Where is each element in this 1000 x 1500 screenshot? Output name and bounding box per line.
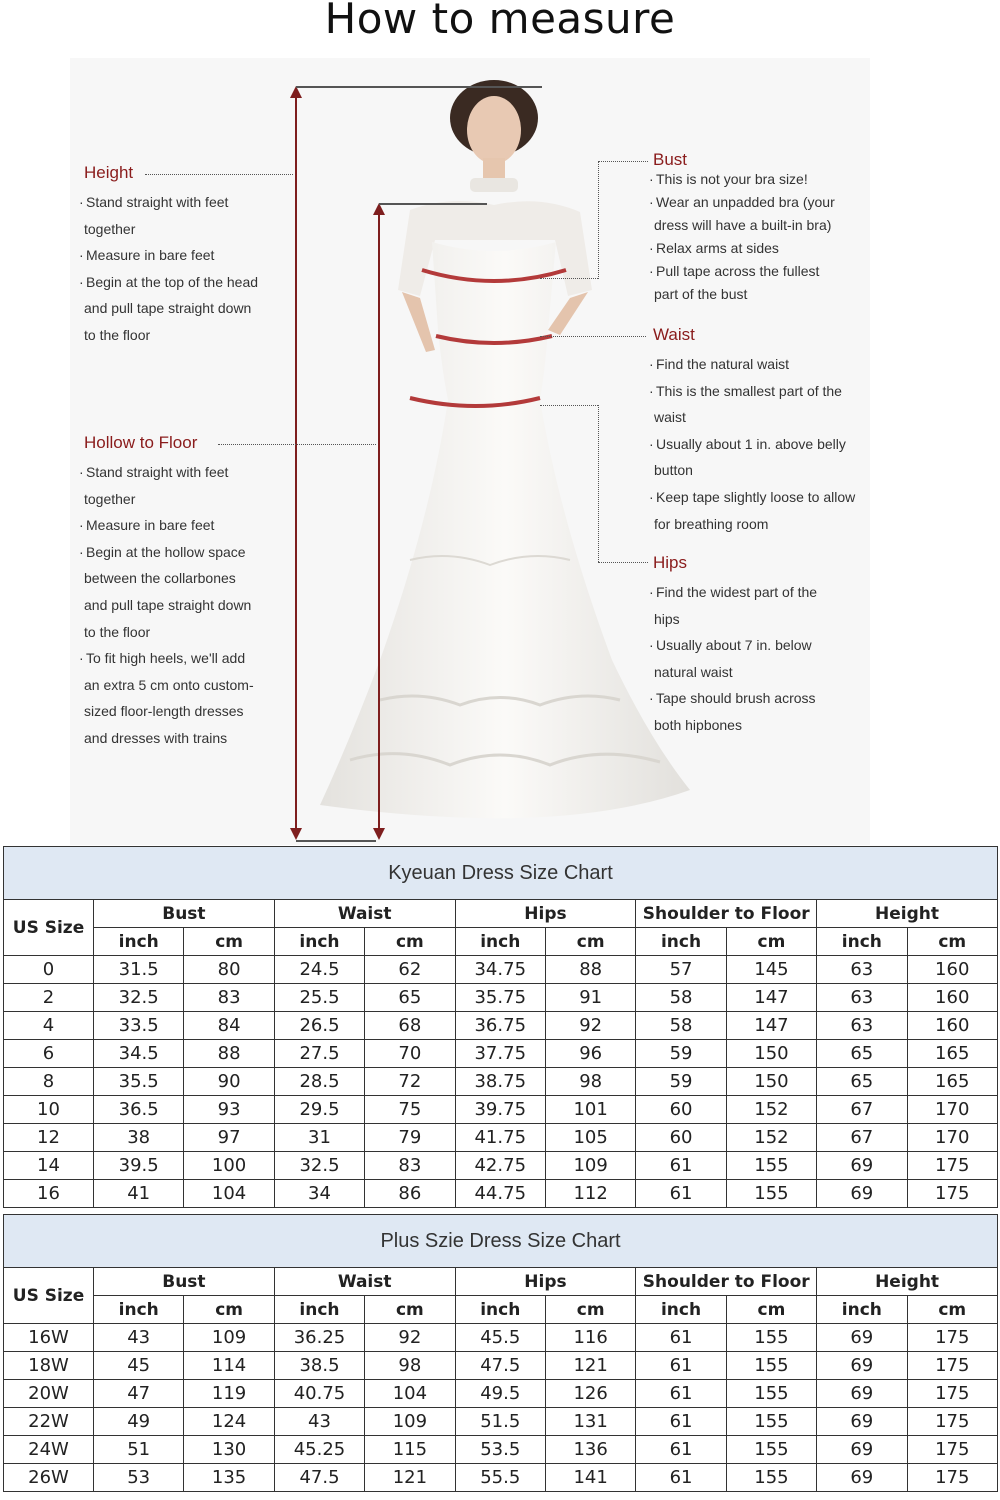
value-cell: 67 <box>817 1096 907 1124</box>
value-cell: 155 <box>726 1436 816 1464</box>
value-cell: 57 <box>636 956 726 984</box>
unit-header: inch <box>94 928 184 956</box>
size-cell: 6 <box>4 1040 94 1068</box>
unit-header-row <box>4 928 998 956</box>
instruction-line: to the floor <box>84 326 151 343</box>
hollow-to-floor-instructions <box>76 459 286 752</box>
unit-header: inch <box>94 1296 184 1324</box>
value-cell: 175 <box>907 1180 997 1208</box>
unit-header: inch <box>636 928 726 956</box>
value-cell: 53.5 <box>455 1436 545 1464</box>
value-cell: 38 <box>94 1124 184 1152</box>
table-row <box>4 1012 998 1040</box>
height-instructions <box>76 189 286 349</box>
value-cell: 75 <box>365 1096 455 1124</box>
value-cell: 32.5 <box>94 984 184 1012</box>
table-row <box>4 1352 998 1380</box>
height-arrow-top-icon <box>290 86 302 98</box>
value-cell: 147 <box>726 984 816 1012</box>
value-cell: 69 <box>817 1180 907 1208</box>
value-cell: 96 <box>545 1040 635 1068</box>
size-cell: 24W <box>4 1436 94 1464</box>
chart-title: Plus Szie Dress Size Chart <box>4 1215 998 1268</box>
table-row <box>4 956 998 984</box>
unit-header: inch <box>455 1296 545 1324</box>
table-row <box>4 984 998 1012</box>
value-cell: 83 <box>184 984 274 1012</box>
bust-leader-h2 <box>540 278 598 279</box>
instruction-line: · This is not your bra size! <box>646 168 876 191</box>
value-cell: 150 <box>726 1068 816 1096</box>
bust-leader-v <box>598 161 599 279</box>
group-header-row <box>4 900 998 928</box>
instruction-line: · Begin at the top of the head <box>76 269 286 296</box>
value-cell: 69 <box>817 1464 907 1492</box>
value-cell: 58 <box>636 1012 726 1040</box>
value-cell: 33.5 <box>94 1012 184 1040</box>
value-cell: 63 <box>817 1012 907 1040</box>
value-cell: 175 <box>907 1352 998 1380</box>
value-cell: 35.75 <box>455 984 545 1012</box>
instruction-line: · Stand straight with feet <box>76 459 286 486</box>
instruction-line: · To fit high heels, we'll add <box>76 645 286 672</box>
table-row <box>4 1152 998 1180</box>
value-cell: 39.5 <box>94 1152 184 1180</box>
value-cell: 29.5 <box>274 1096 364 1124</box>
size-chart-table <box>3 846 998 1208</box>
instruction-line: and dresses with trains <box>84 729 228 746</box>
value-cell: 70 <box>365 1040 455 1068</box>
instruction-line: · Begin at the hollow space <box>76 539 286 566</box>
table-row <box>4 1096 998 1124</box>
instruction-line: waist <box>654 409 686 426</box>
instruction-line: dress will have a built-in bra) <box>654 217 832 233</box>
value-cell: 170 <box>907 1096 997 1124</box>
value-cell: 28.5 <box>274 1068 364 1096</box>
value-cell: 155 <box>726 1152 816 1180</box>
value-cell: 175 <box>907 1380 998 1408</box>
value-cell: 97 <box>184 1124 274 1152</box>
value-cell: 80 <box>184 956 274 984</box>
value-cell: 114 <box>184 1352 274 1380</box>
group-header: Bust <box>94 1268 275 1296</box>
instruction-line: · Tape should brush across <box>646 685 876 712</box>
size-cell: 22W <box>4 1408 94 1436</box>
group-header: Height <box>817 900 998 928</box>
value-cell: 38.5 <box>274 1352 364 1380</box>
value-cell: 79 <box>365 1124 455 1152</box>
value-cell: 44.75 <box>455 1180 545 1208</box>
size-cell: 14 <box>4 1152 94 1180</box>
hollow-arrow-bottom-icon <box>373 828 385 840</box>
value-cell: 38.75 <box>455 1068 545 1096</box>
value-cell: 84 <box>184 1012 274 1040</box>
value-cell: 69 <box>817 1152 907 1180</box>
value-cell: 109 <box>184 1324 274 1352</box>
unit-header: cm <box>907 928 997 956</box>
page-title: How to measure <box>324 0 676 43</box>
value-cell: 61 <box>636 1324 726 1352</box>
chart-title: Kyeuan Dress Size Chart <box>4 847 998 900</box>
value-cell: 90 <box>184 1068 274 1096</box>
value-cell: 65 <box>817 1068 907 1096</box>
value-cell: 160 <box>907 1012 997 1040</box>
table-row <box>4 1464 998 1492</box>
value-cell: 31 <box>274 1124 364 1152</box>
value-cell: 155 <box>726 1180 816 1208</box>
value-cell: 141 <box>545 1464 635 1492</box>
value-cell: 39.75 <box>455 1096 545 1124</box>
instruction-line: · Wear an unpadded bra (your <box>646 191 876 214</box>
value-cell: 83 <box>365 1152 455 1180</box>
instruction-line: together <box>84 220 136 237</box>
size-cell: 26W <box>4 1464 94 1492</box>
size-cell: 16W <box>4 1324 94 1352</box>
instruction-line: · Measure in bare feet <box>76 242 286 269</box>
value-cell: 42.75 <box>455 1152 545 1180</box>
unit-header: cm <box>184 928 274 956</box>
bust-instructions <box>646 168 876 306</box>
instruction-line: together <box>84 490 136 507</box>
value-cell: 109 <box>545 1152 635 1180</box>
instruction-line: · Stand straight with feet <box>76 189 286 216</box>
table-row <box>4 1068 998 1096</box>
value-cell: 88 <box>184 1040 274 1068</box>
value-cell: 34 <box>274 1180 364 1208</box>
instruction-line: for breathing room <box>654 515 769 532</box>
value-cell: 152 <box>726 1124 816 1152</box>
table-row <box>4 1436 998 1464</box>
hips-instructions <box>646 579 876 739</box>
value-cell: 43 <box>94 1324 184 1352</box>
unit-header: inch <box>636 1296 726 1324</box>
value-cell: 45.5 <box>455 1324 545 1352</box>
value-cell: 86 <box>365 1180 455 1208</box>
height-leader <box>145 174 293 175</box>
instruction-line: · Find the natural waist <box>646 351 876 378</box>
height-label: Height <box>84 163 134 182</box>
hollow-measure-line <box>378 215 380 833</box>
value-cell: 175 <box>907 1464 998 1492</box>
value-cell: 34.5 <box>94 1040 184 1068</box>
group-header: Waist <box>274 1268 455 1296</box>
instruction-line: · Usually about 1 in. above belly <box>646 431 876 458</box>
group-header: Shoulder to Floor <box>636 1268 817 1296</box>
value-cell: 91 <box>545 984 635 1012</box>
value-cell: 26.5 <box>274 1012 364 1040</box>
value-cell: 101 <box>545 1096 635 1124</box>
value-cell: 34.75 <box>455 956 545 984</box>
unit-header-row <box>4 1296 998 1324</box>
value-cell: 45 <box>94 1352 184 1380</box>
unit-header: cm <box>365 928 455 956</box>
value-cell: 145 <box>726 956 816 984</box>
value-cell: 49.5 <box>455 1380 545 1408</box>
instruction-line: · Keep tape slightly loose to allow <box>646 484 876 511</box>
value-cell: 65 <box>817 1040 907 1068</box>
size-cell: 4 <box>4 1012 94 1040</box>
value-cell: 45.25 <box>274 1436 364 1464</box>
value-cell: 67 <box>817 1124 907 1152</box>
unit-header: cm <box>365 1296 455 1324</box>
chart-title-row <box>4 847 998 900</box>
instruction-line: between the collarbones <box>84 570 236 587</box>
value-cell: 98 <box>365 1352 455 1380</box>
value-cell: 32.5 <box>274 1152 364 1180</box>
value-cell: 109 <box>365 1408 455 1436</box>
group-header: Hips <box>455 1268 636 1296</box>
value-cell: 59 <box>636 1068 726 1096</box>
value-cell: 155 <box>726 1464 816 1492</box>
table-row <box>4 1040 998 1068</box>
instruction-line: to the floor <box>84 623 151 640</box>
group-header: Shoulder to Floor <box>636 900 817 928</box>
chart-title-row <box>4 1215 998 1268</box>
unit-header: inch <box>817 928 907 956</box>
value-cell: 65 <box>365 984 455 1012</box>
value-cell: 69 <box>817 1380 907 1408</box>
value-cell: 60 <box>636 1096 726 1124</box>
instruction-line: hips <box>654 610 680 627</box>
instruction-line: part of the bust <box>654 286 748 302</box>
hips-leader-v <box>598 405 599 562</box>
value-cell: 41.75 <box>455 1124 545 1152</box>
instruction-line: · Pull tape across the fullest <box>646 260 876 283</box>
instruction-line: sized floor-length dresses <box>84 703 244 720</box>
value-cell: 104 <box>365 1380 455 1408</box>
plus-size-chart-table <box>3 1214 998 1492</box>
instruction-line: and pull tape straight down <box>84 300 252 317</box>
value-cell: 92 <box>365 1324 455 1352</box>
size-cell: 20W <box>4 1380 94 1408</box>
value-cell: 165 <box>907 1068 997 1096</box>
bust-leader-h <box>598 161 648 162</box>
value-cell: 69 <box>817 1324 907 1352</box>
value-cell: 36.25 <box>274 1324 364 1352</box>
dress-silhouette <box>320 80 690 818</box>
hips-leader-h <box>540 405 598 406</box>
instruction-line: button <box>654 462 693 479</box>
value-cell: 40.75 <box>274 1380 364 1408</box>
size-cell: 16 <box>4 1180 94 1208</box>
size-cell: 2 <box>4 984 94 1012</box>
value-cell: 160 <box>907 956 997 984</box>
value-cell: 63 <box>817 984 907 1012</box>
value-cell: 49 <box>94 1408 184 1436</box>
value-cell: 105 <box>545 1124 635 1152</box>
value-cell: 61 <box>636 1352 726 1380</box>
value-cell: 131 <box>545 1408 635 1436</box>
table-row <box>4 1380 998 1408</box>
value-cell: 98 <box>545 1068 635 1096</box>
value-cell: 136 <box>545 1436 635 1464</box>
bust-label: Bust <box>653 150 688 169</box>
height-bottom-cap <box>296 840 376 842</box>
instruction-line: an extra 5 cm onto custom- <box>84 676 254 693</box>
value-cell: 155 <box>726 1324 816 1352</box>
unit-header: inch <box>274 1296 364 1324</box>
value-cell: 152 <box>726 1096 816 1124</box>
value-cell: 112 <box>545 1180 635 1208</box>
value-cell: 135 <box>184 1464 274 1492</box>
value-cell: 47.5 <box>274 1464 364 1492</box>
value-cell: 155 <box>726 1408 816 1436</box>
value-cell: 69 <box>817 1408 907 1436</box>
value-cell: 59 <box>636 1040 726 1068</box>
value-cell: 130 <box>184 1436 274 1464</box>
value-cell: 36.75 <box>455 1012 545 1040</box>
value-cell: 63 <box>817 956 907 984</box>
value-cell: 51 <box>94 1436 184 1464</box>
value-cell: 41 <box>94 1180 184 1208</box>
value-cell: 175 <box>907 1436 998 1464</box>
instruction-line: natural waist <box>654 663 733 680</box>
hollow-leader <box>218 444 376 445</box>
value-cell: 69 <box>817 1436 907 1464</box>
group-header: Waist <box>274 900 455 928</box>
size-cell: 0 <box>4 956 94 984</box>
value-cell: 175 <box>907 1324 998 1352</box>
value-cell: 88 <box>545 956 635 984</box>
size-cell: 10 <box>4 1096 94 1124</box>
table-row <box>4 1180 998 1208</box>
value-cell: 147 <box>726 1012 816 1040</box>
waist-label: Waist <box>653 325 695 344</box>
hips-leader-h2 <box>598 562 648 563</box>
unit-header: cm <box>726 928 816 956</box>
value-cell: 126 <box>545 1380 635 1408</box>
instruction-line: · Usually about 7 in. below <box>646 632 876 659</box>
group-header: Hips <box>455 900 636 928</box>
value-cell: 61 <box>636 1408 726 1436</box>
instruction-line: both hipbones <box>654 716 742 733</box>
value-cell: 104 <box>184 1180 274 1208</box>
value-cell: 69 <box>817 1352 907 1380</box>
unit-header: inch <box>817 1296 907 1324</box>
us-size-header: US Size <box>4 1268 94 1324</box>
value-cell: 93 <box>184 1096 274 1124</box>
value-cell: 92 <box>545 1012 635 1040</box>
waist-instructions <box>646 351 876 537</box>
value-cell: 116 <box>545 1324 635 1352</box>
value-cell: 53 <box>94 1464 184 1492</box>
value-cell: 61 <box>636 1152 726 1180</box>
height-arrow-bottom-icon <box>290 828 302 840</box>
size-cell: 18W <box>4 1352 94 1380</box>
value-cell: 37.75 <box>455 1040 545 1068</box>
value-cell: 35.5 <box>94 1068 184 1096</box>
unit-header: cm <box>726 1296 816 1324</box>
waist-leader <box>540 336 646 337</box>
hollow-to-floor-label: Hollow to Floor <box>84 433 198 452</box>
table-row <box>4 1324 998 1352</box>
unit-header: inch <box>455 928 545 956</box>
value-cell: 47 <box>94 1380 184 1408</box>
us-size-header: US Size <box>4 900 94 956</box>
group-header: Height <box>817 1268 998 1296</box>
hollow-arrow-top-icon <box>373 203 385 215</box>
table-row <box>4 1124 998 1152</box>
value-cell: 175 <box>907 1408 998 1436</box>
value-cell: 72 <box>365 1068 455 1096</box>
unit-header: cm <box>545 1296 635 1324</box>
value-cell: 36.5 <box>94 1096 184 1124</box>
instruction-line: · This is the smallest part of the <box>646 378 876 405</box>
value-cell: 175 <box>907 1152 997 1180</box>
value-cell: 155 <box>726 1380 816 1408</box>
value-cell: 160 <box>907 984 997 1012</box>
height-top-cap <box>296 86 542 88</box>
table-row <box>4 1408 998 1436</box>
value-cell: 51.5 <box>455 1408 545 1436</box>
size-cell: 12 <box>4 1124 94 1152</box>
value-cell: 165 <box>907 1040 997 1068</box>
value-cell: 170 <box>907 1124 997 1152</box>
value-cell: 27.5 <box>274 1040 364 1068</box>
size-cell: 8 <box>4 1068 94 1096</box>
value-cell: 61 <box>636 1436 726 1464</box>
value-cell: 155 <box>726 1352 816 1380</box>
value-cell: 61 <box>636 1180 726 1208</box>
value-cell: 100 <box>184 1152 274 1180</box>
group-header: Bust <box>94 900 275 928</box>
value-cell: 58 <box>636 984 726 1012</box>
value-cell: 119 <box>184 1380 274 1408</box>
instruction-line: · Relax arms at sides <box>646 237 876 260</box>
unit-header: cm <box>184 1296 274 1324</box>
height-measure-line <box>295 98 297 833</box>
value-cell: 121 <box>365 1464 455 1492</box>
value-cell: 61 <box>636 1380 726 1408</box>
hips-label: Hips <box>653 553 688 572</box>
group-header-row <box>4 1268 998 1296</box>
value-cell: 121 <box>545 1352 635 1380</box>
unit-header: cm <box>907 1296 998 1324</box>
value-cell: 124 <box>184 1408 274 1436</box>
instruction-line: · Measure in bare feet <box>76 512 286 539</box>
value-cell: 61 <box>636 1464 726 1492</box>
value-cell: 68 <box>365 1012 455 1040</box>
instruction-line: and pull tape straight down <box>84 596 252 613</box>
value-cell: 60 <box>636 1124 726 1152</box>
instruction-line: · Find the widest part of the <box>646 579 876 606</box>
value-cell: 62 <box>365 956 455 984</box>
value-cell: 24.5 <box>274 956 364 984</box>
value-cell: 150 <box>726 1040 816 1068</box>
value-cell: 31.5 <box>94 956 184 984</box>
value-cell: 47.5 <box>455 1352 545 1380</box>
unit-header: inch <box>274 928 364 956</box>
hollow-top-cap <box>379 203 487 205</box>
unit-header: cm <box>545 928 635 956</box>
value-cell: 25.5 <box>274 984 364 1012</box>
value-cell: 55.5 <box>455 1464 545 1492</box>
value-cell: 43 <box>274 1408 364 1436</box>
value-cell: 115 <box>365 1436 455 1464</box>
